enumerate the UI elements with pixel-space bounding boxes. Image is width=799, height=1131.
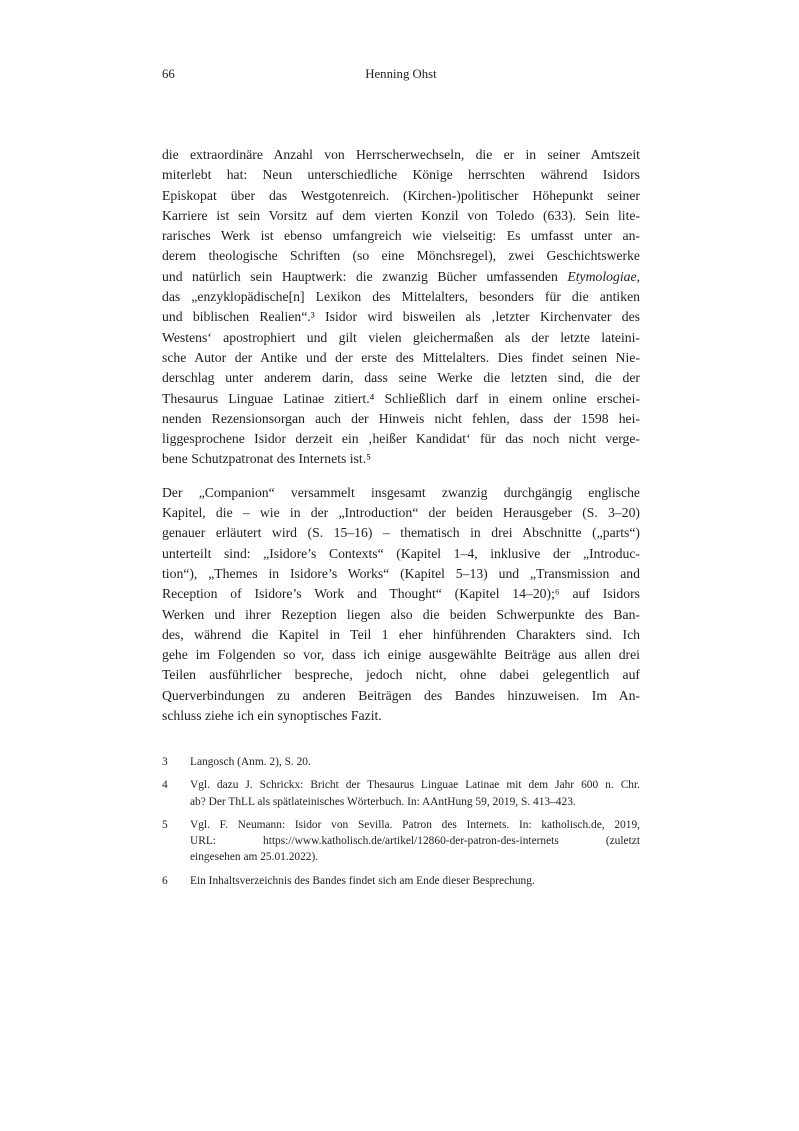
text-line: liggesprochene Isidor derzeit ein ‚heißer Kandidat‘ für das noch nicht verge- [162, 431, 640, 447]
text-line: tion“), „Themes in Isidore’s Works“ (Kapitel 5–13) und „Transmission and [162, 565, 640, 581]
text-line: und biblischen Realien“.³ Isidor wird bisweilen als ‚letzter Kirchenvater des [162, 309, 640, 325]
footnote [162, 777, 640, 810]
text-line: Kapitel, die – wie in der „Introduction“ der beiden Herausgeber (S. 3–20) [162, 505, 640, 521]
text-line: Querverbindungen zu anderen Beiträgen des Bandes hinzuweisen. Im An- [162, 687, 640, 703]
text-line: Episkopat über das Westgotenreich. (Kirchen-)politischer Höhepunkt seiner [162, 187, 640, 203]
footnote-line: Vgl. dazu J. Schrickx: Bricht der Thesaurus Linguae Latinae mit dem Jahr 600 n. Chr. [190, 779, 640, 792]
footnote-container [162, 754, 640, 889]
text-line: bene Schutzpatronat des Internets ist.⁵ [162, 451, 371, 467]
text-line: und natürlich sein Hauptwerk: die zwanzig Bücher umfassenden Etymologiae, [162, 268, 640, 284]
page-header [162, 66, 640, 82]
text-line: derschlag unter anderem darin, dass seine Werke die letzten sind, die der [162, 370, 640, 386]
footnote-line: Langosch (Anm. 2), S. 20. [190, 756, 311, 768]
text-line: schluss ziehe ich ein synoptisches Fazit. [162, 708, 382, 724]
text-line: nenden Rezensionsorgan auch der Hinweis nicht fehlen, dass der 1598 hei- [162, 410, 640, 426]
footnote-text [190, 873, 640, 889]
footnote [162, 817, 640, 866]
page-number: 66 [162, 67, 175, 81]
text-line: genauer erläutert wird (S. 15–16) – thematisch in drei Abschnitte („parts“) [162, 525, 640, 541]
footnote-line: Vgl. F. Neumann: Isidor von Sevilla. Patron des Internets. In: katholisch.de, 2019, [190, 818, 640, 831]
text-line: Karriere ist sein Vorsitz auf dem vierten Konzil von Toledo (633). Sein lite- [162, 207, 640, 223]
paragraph [162, 145, 640, 470]
footnote-number: 6 [162, 874, 168, 887]
footnote-line: ab? Der ThLL als spätlateinisches Wörterbuch. In: AAntHung 59, 2019, S. 413–423. [190, 795, 576, 808]
paragraph [162, 483, 640, 727]
text-line: Teilen ausführlicher bespreche, jedoch nicht, ohne dabei gelegentlich auf [162, 667, 640, 683]
text-line: unterteilt sind: „Isidore’s Contexts“ (Kapitel 1–4, inklusive der „Introduc- [162, 545, 640, 561]
footnote-text [190, 817, 640, 866]
footnote-number: 5 [162, 818, 168, 831]
text-line: rarisches Werk ist ebenso umfangreich wie vielseitig: Es umfasst unter an- [162, 228, 640, 244]
footnote-text [190, 754, 640, 770]
footnote-number: 4 [162, 779, 168, 792]
text-line: gehe im Folgenden so vor, dass ich einige ausgewählte Beiträge aus allen drei [162, 647, 640, 663]
text-line: miterlebt hat: Neun unterschiedliche Könige herrschten während Isidors [162, 167, 640, 183]
text-line: Der „Companion“ versammelt insgesamt zwanzig durchgängig englische [162, 484, 640, 500]
running-head: Henning Ohst [365, 67, 437, 81]
footnote [162, 754, 640, 770]
text-line: Reception of Isidore’s Work and Thought“ (Kapitel 14–20);⁶ auf Isidors [162, 586, 640, 602]
footnote-line: URL: https://www.katholisch.de/artikel/12860-der-patron-des-internets (zuletzt [190, 835, 640, 848]
text-line: die extraordinäre Anzahl von Herrscherwechseln, die er in seiner Amtszeit [162, 147, 640, 162]
text-line: das „enzyklopädische[n] Lexikon des Mittelalters, besonders für die antiken [162, 289, 640, 305]
footnotes-section [162, 754, 640, 896]
footnote [162, 873, 640, 889]
body-text [162, 145, 640, 726]
text-line: des, während die Kapitel in Teil 1 eher hinführenden Charakters sind. Ich [162, 626, 640, 642]
footnote-line: Ein Inhaltsverzeichnis des Bandes findet sich am Ende dieser Besprechung. [190, 874, 535, 887]
footnote-number: 3 [162, 756, 168, 768]
text-line: Werken und ihrer Rezeption liegen also die beiden Schwerpunkte des Ban- [162, 606, 640, 622]
text-line: sche Autor der Antike und der erste des Mittelalters. Dies findet seinen Nie- [162, 349, 640, 365]
footnote-text [190, 777, 640, 810]
text-line: derem theologische Schriften (so eine Mönchsregel), zwei Geschichtswerke [162, 248, 640, 264]
paragraph-container [162, 145, 640, 726]
text-line: Thesaurus Linguae Latinae zitiert.⁴ Schließlich darf in einem online erschei- [162, 390, 640, 406]
footnote-line: eingesehen am 25.01.2022). [190, 851, 319, 864]
text-line: Westens‘ apostrophiert und gilt vielen gleichermaßen als der letzte lateini- [162, 329, 640, 345]
